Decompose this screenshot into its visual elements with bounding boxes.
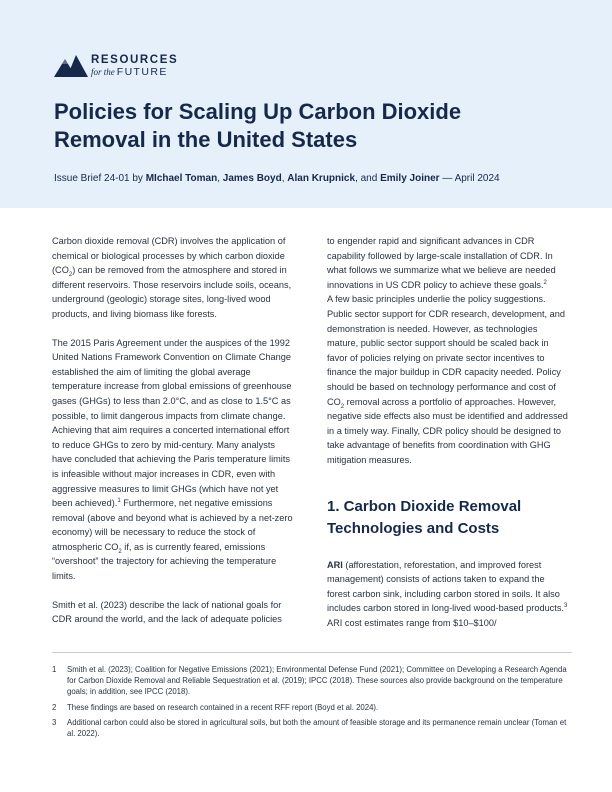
text-run: if, as is currently feared, emissions “overshoot” the trajectory for achieving the temperature limits. [52,541,277,582]
footnote-1 [52,664,572,698]
footnote-2 [52,702,572,713]
subscript: 2 [68,272,73,279]
text-run: (afforestation, reforestation, and improved forest management) consists of actions taken to expand the forest carbon sink, including carbon stored in soils. It also includes carbon stored in long-lived wood-based products. [327,559,564,614]
author-joiner: Emily Joiner [380,173,440,184]
byline-sep-3: , and [355,173,381,184]
footnote-number: 1 [52,665,57,674]
text-run: Furthermore, net negative emissions removal (above and beyond what is achieved by a net-zero economy) will be necessary to reduce the stock of atmospheric CO [52,498,293,552]
rff-logo [54,54,194,80]
footnote-ref-1[interactable]: 1 [117,498,121,505]
author-boyd: James Boyd [222,173,282,184]
right-paragraph-1 [327,234,569,292]
footnote-divider [52,652,572,653]
right-paragraph-2 [327,292,569,467]
footnote-text: These findings are based on research contained in a recent RFF report (Boyd et al. 2024). [67,702,379,712]
footnote-text: Additional carbon could also be stored in agricultural soils, but both the amount of feasible storage and its permanence remain unclear (Toman et al. 2022). [67,717,567,739]
subscript: 2 [118,548,122,555]
right-column [327,234,569,630]
author-krupnick: Alan Krupnick [287,173,356,184]
term-ari: ARI [327,559,343,570]
logo-for-the: for the [91,67,115,77]
text-run: removal across a portfolio of approaches. However, negative side effects also must be identified and addressed in a timely way. Finally, CDR policy should be designed to take advantage of benefits from coordination with GHG mitigation measures. [327,396,568,465]
text-run: ) can be removed from the atmosphere and stored in different reservoirs. Those reservoirs include soils, oceans, underground (geologic) storage sites, long-lived wood products, and living biomass like forests. [52,265,292,319]
text-run: ARI cost estimates range from $10–$100/ [327,617,497,628]
section-heading-1: 1. Carbon Dioxide Removal Technologies and Costs [327,497,522,537]
left-paragraph-3: Smith et al. (2023) describe the lack of national goals for CDR around the world, and the lack of adequate policies [52,599,282,625]
logo-future: FUTURE [116,66,168,78]
byline-sep-1: , [217,173,223,184]
text-run: Carbon dioxide removal (CDR) involves the application of chemical or biological processes by which carbon dioxide (CO [52,236,286,276]
text-run: to engender rapid and significant advances in CDR capability followed by large-scale installation of CDR. In what follows we summarize what we believe are needed innovations in US CDR policy to achieve these goals. [327,236,556,290]
mountain-logo-icon [54,55,88,77]
byline [54,172,500,186]
left-column [52,234,294,627]
byline-suffix: — April 2024 [439,173,500,184]
footnote-text: Smith et al. (2023); Coalition for Negative Emissions (2021); Environmental Defense Fund (2021); Committee on Developing a Research Agenda for Carbon Dioxide Removal and Reliable Sequestration et al. (2019); IPCC (2018). These sources also provide background on the temperature goals; in addition, see IPCC (2018). [67,665,567,697]
footnote-ref-3[interactable]: 3 [563,603,568,610]
left-paragraph-2 [52,336,294,584]
footnotes [52,664,572,743]
subscript: 2 [340,403,345,410]
byline-sep-2: , [281,173,288,184]
footnote-number: 3 [52,717,57,727]
footnote-number: 2 [52,702,57,712]
document-title: Policies for Scaling Up Carbon Dioxide Removal in the United States [54,99,462,152]
text-run: A few basic principles underlie the policy suggestions. Public sector support for CDR research, development, and demonstration is needed. However, as technologies mature, public sector support should be scaled back in favor of policies relying on private sector incentives to finance the major buildup in CDR capacity needed. Policy should be based on technology performance and cost of CO [327,294,565,407]
right-paragraph-3 [327,558,569,631]
author-toman: MIchael Toman [145,173,218,184]
text-run: The 2015 Paris Agreement under the auspices of the 1992 United Nations Framework Convention on Climate Change established the aim of limiting the global average temperature increase from global emissions of greenhouse gases (GHGs) to less than 2.0°C, and as close to 1.5°C as possible, to limit dangerous impacts from climate change. Achieving that aim requires a concerted international effort to reduce GHGs to zero by mid-century. Many analysts have concluded that achieving the Paris temperature limits is infeasible without major increases in CDR, even with aggressive measures to limit GHGs (which have not yet been achieved). [52,337,292,509]
footnote-3 [52,717,572,739]
left-paragraph-1 [52,234,294,322]
footnote-ref-2[interactable]: 2 [543,279,547,286]
logo-line-1: RESOURCES [91,54,179,66]
logo-line-2 [91,66,168,78]
byline-prefix: Issue Brief 24-01 by [54,173,146,184]
